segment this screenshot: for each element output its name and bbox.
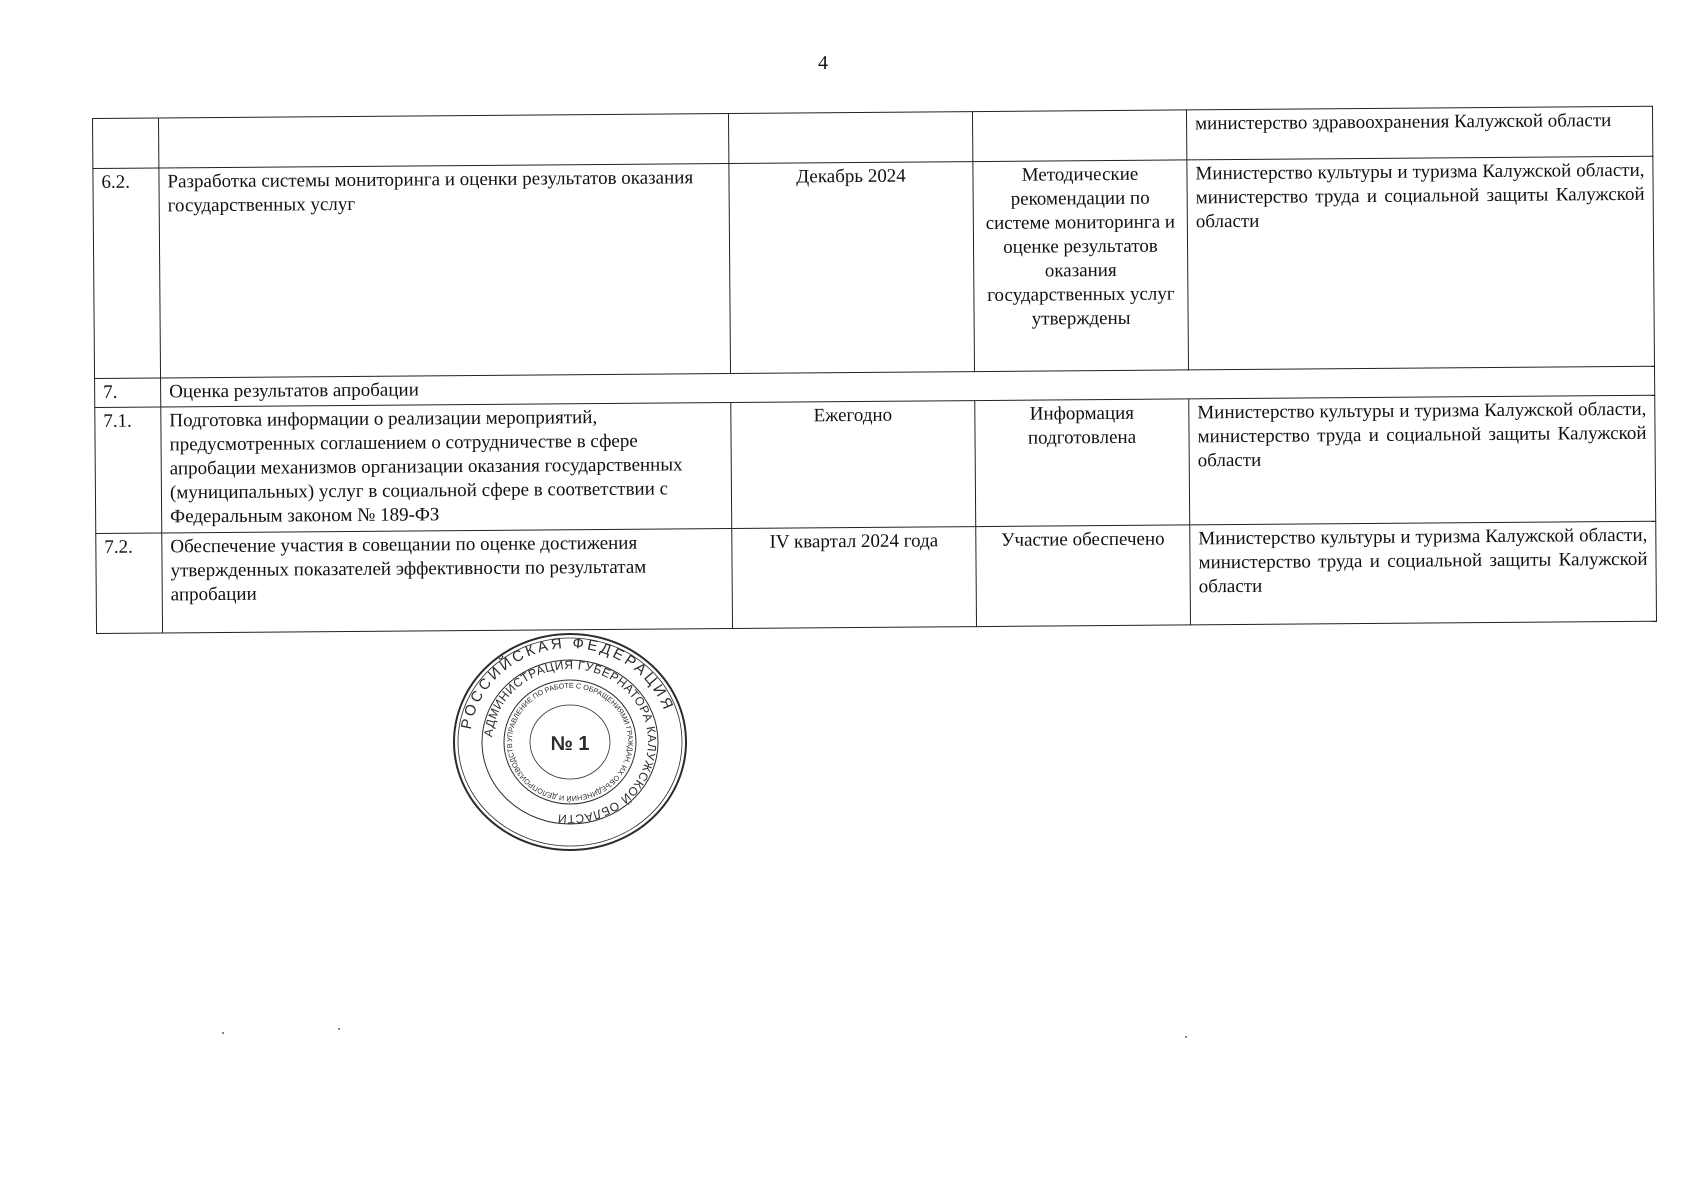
table-row [93,156,1655,378]
task-cell: Подготовка информации о реализации мероприятий, предусмотренных соглашением о сотрудничестве в сфере апробации механизмов организации оказания государственных (муниципальных) услуг в социальной сфере в соответствии с Федеральным законом № 189-ФЗ [161,402,732,532]
seal-ring-text: АДМИНИСТРАЦИЯ ГУБЕРНАТОРА КАЛУЖСКОЙ ОБЛАСТИ [481,657,660,827]
row-number: 6.2. [93,168,161,379]
scan-speck [1185,1036,1187,1038]
result-cell [972,110,1186,162]
date-cell [728,112,972,164]
task-cell: Обеспечение участия в совещании по оценке достижения утвержденных показателей эффективности по результатам апробации [162,528,733,632]
seal-outer-text: РОССИЙСКАЯ ФЕДЕРАЦИЯ [457,634,678,731]
result-cell: Участие обеспечено [976,525,1191,627]
scan-speck [338,1028,340,1030]
row-number [93,118,159,169]
date-cell: IV квартал 2024 года [732,527,977,629]
result-cell: Информация подготовлена [975,399,1190,527]
page-number: 4 [818,52,828,74]
result-cell: Методические рекомендации по системе мониторинга и оценке результатов оказания государственных услуг утверждены [973,160,1189,372]
date-cell: Декабрь 2024 [729,162,975,374]
row-number: 7.2. [96,533,163,634]
table-row [96,521,1657,633]
section-title: Оценка результатов апробации [161,366,1655,407]
responsible-cell: Министерство культуры и туризма Калужской области, министерство труда и социальной защиты Калужской области [1189,395,1656,525]
responsible-cell: министерство здравоохранения Калужской области [1186,106,1652,160]
row-number: 7.1. [95,407,162,534]
responsible-cell: Министерство культуры и туризма Калужской области, министерство труда и социальной защиты Калужской области [1190,521,1657,625]
plan-table [92,106,1657,634]
table-row [95,395,1656,533]
official-seal [450,632,690,852]
responsible-cell: Министерство культуры и туризма Калужской области, министерство труда и социальной защиты Калужской области [1187,156,1655,370]
task-cell: Разработка системы мониторинга и оценки результатов оказания государственных услуг [159,163,731,377]
seal-center-number: № 1 [550,733,590,755]
scan-speck [222,1032,224,1034]
task-cell [159,114,729,168]
seal-inner-text: УПРАВЛЕНИЕ ПО РАБОТЕ С ОБРАЩЕНИЯМИ ГРАЖДАН, ИХ ОБЪЕДИНЕНИЙ И ДЕЛОПРОИЗВОДСТВ [504,680,636,804]
date-cell: Ежегодно [731,401,976,529]
row-number: 7. [95,378,161,408]
